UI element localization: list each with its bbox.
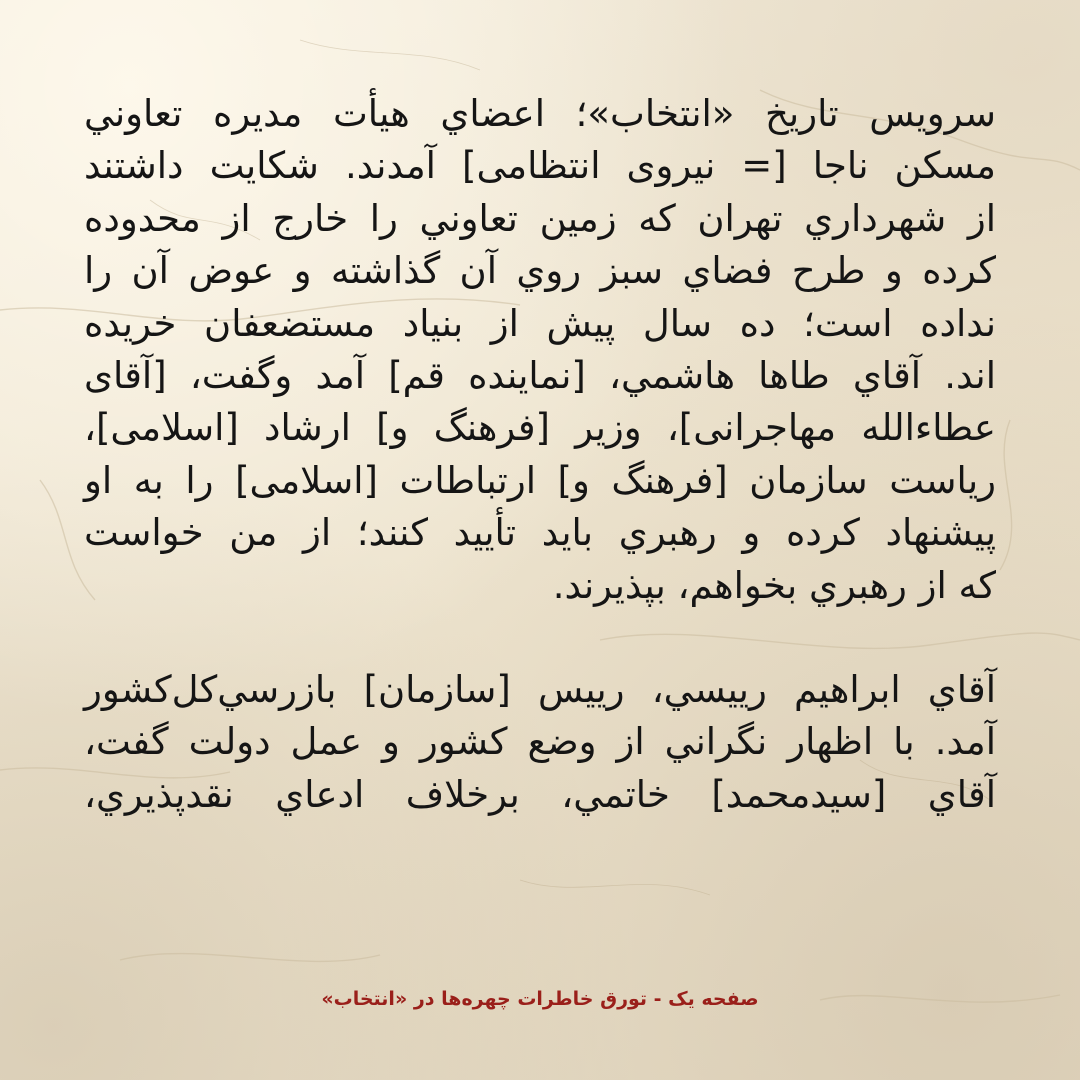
text-line: آقاي ابراهیم رییسي، رییس [سازمان] بازرسي‌کل‌کشور xyxy=(84,668,996,712)
paragraph-2 xyxy=(84,664,996,821)
text-line: آمد. با اظهار نگراني از وضع کشور و عمل دولت گفت، xyxy=(84,720,996,764)
text-line: نداده است؛ ده سال پیش از بنیاد مستضعفان خریده xyxy=(84,301,996,345)
text-line: اند. آقاي طاها هاشمي، [نماینده قم] آمد وگفت، [آقای xyxy=(84,354,996,398)
text-line: مسکن ناجا [= نیروی انتظامی] آمدند. شکایت داشتند xyxy=(84,144,996,188)
page-footer: صفحه یک - تورق خاطرات چهره‌ها در «انتخاب» xyxy=(321,988,759,1010)
text-line: ریاست سازمان [فرهنگ و] ارتباطات [اسلامی] را به او xyxy=(84,458,996,502)
text-line: سرویس تاریخ «انتخاب»؛ اعضاي هیأت مدیره تعاوني xyxy=(84,92,996,135)
text-line: کرده و طرح فضاي سبز روي آن گذاشته و عوض آن را xyxy=(84,249,996,293)
text-line: عطاءالله مهاجرانی]، وزیر [فرهنگ و] ارشاد [اسلامی]، xyxy=(84,406,996,450)
text-line: پیشنهاد کرده و رهبري باید تأیید کنند؛ از من خواست xyxy=(84,511,996,555)
paragraph-1 xyxy=(84,88,996,612)
text-line: آقاي [سیدمحمد] خاتمي، برخلاف ادعاي نقدپذیري، xyxy=(84,772,996,816)
text-line: که از رهبري بخواهم، بپذیرند. xyxy=(552,563,996,607)
text-line: از شهرداري تهران که زمین تعاوني را خارج از محدوده xyxy=(84,196,996,240)
document-page xyxy=(84,88,996,821)
